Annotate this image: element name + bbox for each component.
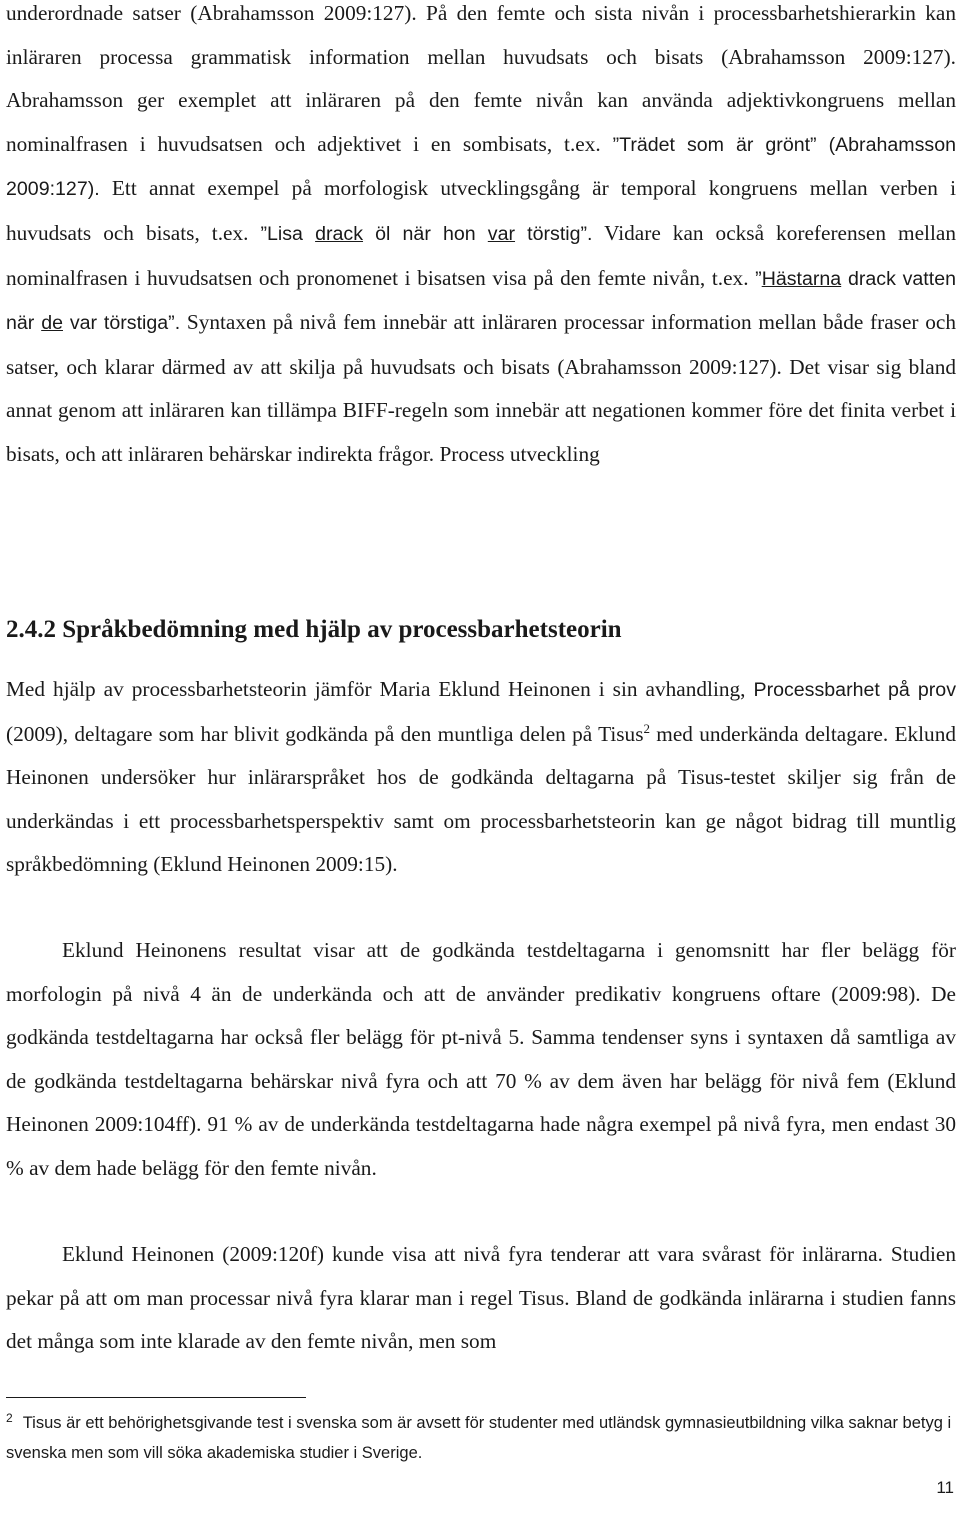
- text-run: var törstiga”.: [62, 312, 181, 335]
- footnote: [6, 1408, 956, 1468]
- text-run: ”Lisa: [260, 222, 316, 245]
- text-run: öl när hon: [363, 222, 488, 245]
- text-run: Ett annat exempel på morfologisk utvecklingsgång är temporal kongruens mellan verben i huvudsats och bisats, t.ex.: [6, 176, 956, 245]
- example-sentence: ”Trädet som är grönt” (Abrahamsson 2009:127).: [6, 133, 956, 201]
- footnote-reference[interactable]: 2: [643, 720, 650, 736]
- text-run: (2009), deltagare som har blivit godkända på den muntliga delen på Tisus: [6, 721, 644, 746]
- footnote-text: Tisus är ett behörighetsgivande test i svenska som är avsett för studenter med utländsk gymnasieutbildning vilka saknar betyg i svenska men som vill söka akademiska studier i Sverige.: [6, 1414, 952, 1462]
- text-run: med underkända deltagare. Eklund Heinonen undersöker hur inlärarspråket hos de godkända deltagarna på Tisus-testet skiljer sig från de underkändas i ett processbarhetsperspektiv samt om processbarhetsteorin kan ge något bidrag till muntlig språkbedömning (Eklund Heinonen 2009:15).: [6, 721, 956, 877]
- example-sentence: [260, 223, 592, 245]
- footnote-separator: [6, 1397, 306, 1398]
- underlined-word: Hästarna: [761, 267, 842, 290]
- underlined-word: var: [487, 222, 516, 245]
- text-run: törstig”.: [515, 222, 593, 245]
- text-run: Syntaxen på nivå fem innebär att inläraren processar information mellan både fraser och satser, och klarar därmed av att skilja på huvudsats och bisats (Abrahamsson 2009:127). Det visar sig bland annat genom att inläraren kan tillämpa BIFF-regeln som innebär att negationen kommer före det finita verbet i bisats, och att inläraren behärskar indirekta frågor. Process utveckling: [6, 310, 956, 466]
- footnote-marker: 2: [6, 1410, 13, 1425]
- text-run: Med hjälp av processbarhetsteorin jämför Maria Eklund Heinonen i sin avhandling,: [6, 677, 754, 701]
- body-paragraph-3: Eklund Heinonens resultat visar att de godkända testdeltagarna i genomsnitt har fler belägg för morfologin på nivå 4 än de underkända och att de använder predikativ kongruens oftare (2009:98). De godkända testdeltagarna har också fler belägg för pt-nivå 5. Samma tendenser syns i syntaxen då samtliga av de godkända testdeltagarna behärskar nivå fyra och att 70 % av dem även har belägg för nivå fem (Eklund Heinonen 2009:104ff). 91 % av de underkända testdeltagarna hade några exempel på nivå fyra, men endast 30 % av dem hade belägg för den femte nivån.: [6, 938, 956, 1180]
- dissertation-title: Processbarhet på prov: [753, 679, 956, 701]
- section-heading: 2.4.2 Språkbedömning med hjälp av processbarhetsteorin: [6, 616, 622, 643]
- underlined-word: drack: [315, 222, 364, 245]
- page-number: 11: [936, 1478, 954, 1497]
- underlined-word: de: [41, 312, 63, 335]
- body-paragraph-4: Eklund Heinonen (2009:120f) kunde visa att nivå fyra tenderar att vara svårast för inlärarna. Studien pekar på att om man processar nivå fyra klarar man i regel Tisus. Bland de godkända inlärarna i studien fanns det många som inte klarade av den femte nivån, men som: [6, 1242, 956, 1354]
- text-run: drack vatten när: [6, 267, 956, 335]
- text-run: underordnade satser (Abrahamsson 2009:127). På den femte och sista nivån i processbarhetshierarkin kan inläraren processa grammatisk information mellan huvudsats och bisats (Abrahamsson 2009:127). Abrahamsson ger exemplet att inläraren på den femte nivån kan använda adjektivkongruens mellan nominalfrasen i huvudsatsen och adjektivet i en sombisats, t.ex.: [6, 1, 956, 156]
- text-run: ”: [755, 267, 762, 290]
- body-paragraph-1: [6, 0, 956, 477]
- text-run: Vidare kan också koreferensen mellan nominalfrasen i huvudsatsen och pronomenet i bisatsen visa på den femte nivån, t.ex.: [6, 220, 956, 290]
- body-paragraph-2: [6, 668, 956, 887]
